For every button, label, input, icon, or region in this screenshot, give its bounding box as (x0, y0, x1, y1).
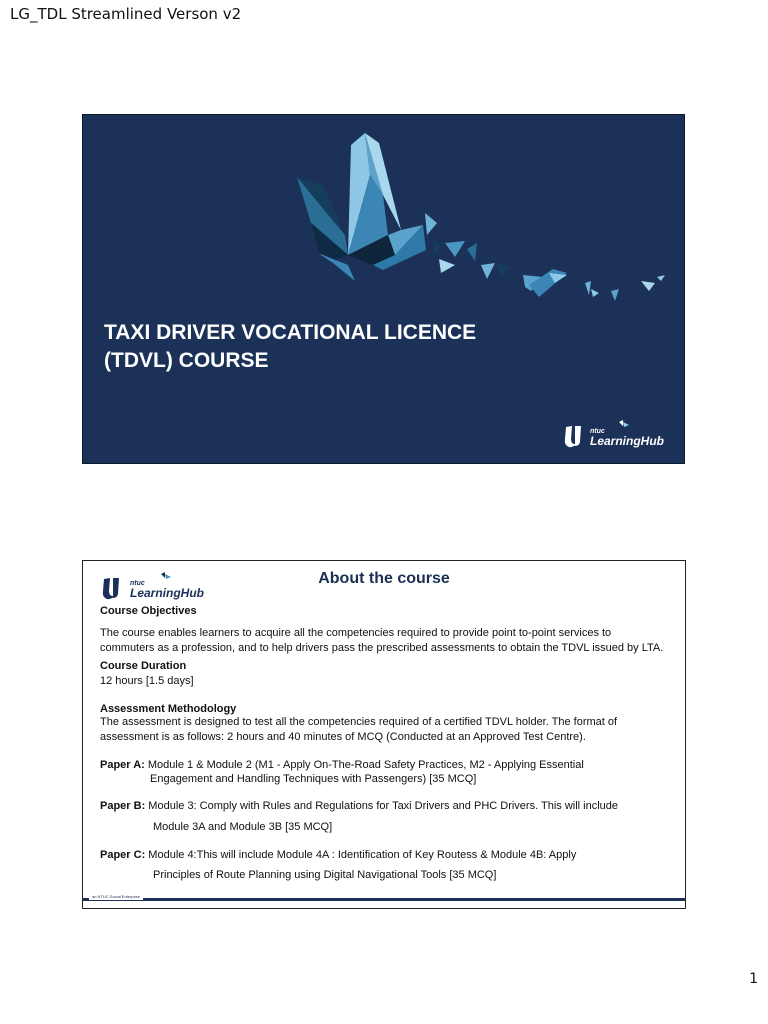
slide-footer-bar (83, 898, 685, 901)
paper-b-text: Module 3: Comply with Rules and Regulations for Taxi Drivers and PHC Drivers. This will include (145, 800, 619, 812)
duration-heading: Course Duration (100, 660, 187, 672)
slide-title: About the course (318, 570, 450, 587)
assessment-text-line2: assessment is as follows: 2 hours and 40 minutes of MCQ (Conducted at an Approved Test Centre). (100, 731, 586, 743)
logo-ntuc-text: ntuc (130, 580, 145, 587)
page-number: 1 (749, 971, 758, 987)
title-slide (82, 114, 685, 464)
origami-bird-graphic (83, 115, 684, 463)
duration-text: 12 hours [1.5 days] (100, 675, 194, 687)
slide-title-line2: (TDVL) COURSE (104, 349, 269, 372)
paper-c-line1 (100, 848, 576, 863)
objectives-text-line1: The course enables learners to acquire all the competencies required to provide point to-point services to (100, 627, 612, 639)
paper-a-label: Paper A: (100, 759, 145, 771)
paper-c-line2: Principles of Route Planning using Digital Navigational Tools [35 MCQ] (153, 869, 497, 881)
paper-b-label: Paper B: (100, 800, 146, 812)
paper-a-line1 (100, 758, 584, 773)
slide-title (104, 319, 604, 375)
paper-b-line1 (100, 799, 618, 814)
paper-a-text: Module 1 & Module 2 (M1 - Apply On-The-Road Safety Practices, M2 - Applying Essential (144, 759, 584, 771)
document-header: LG_TDL Streamlined Verson v2 (10, 5, 242, 23)
learninghub-logo (563, 419, 673, 451)
logo-learninghub-text: LearningHub (590, 434, 664, 448)
paper-a-line2: Engagement and Handling Techniques with Passengers) [35 MCQ] (150, 773, 477, 785)
logo-ntuc-text: ntuc (590, 428, 605, 435)
slide-title-line1: TAXI DRIVER VOCATIONAL LICENCE (104, 321, 477, 344)
footer-tagline: an NTUC Social Enterprise (89, 894, 143, 900)
paper-c-label: Paper C: (100, 849, 146, 861)
assessment-text-line1: The assessment is designed to test all the competencies required of a certified TDVL holder. The format of (100, 716, 618, 728)
paper-b-line2: Module 3A and Module 3B [35 MCQ] (153, 821, 333, 833)
paper-c-text: Module 4:This will include Module 4A : Identification of Key Routess & Module 4B: Apply (145, 849, 577, 861)
logo-learninghub-text: LearningHub (130, 586, 204, 600)
assessment-heading: Assessment Methodology (100, 703, 237, 715)
about-course-slide (82, 560, 686, 909)
objectives-text-line2: commuters as a profession, and to help drivers pass the prescribed assessments to obtain the TDVL issued by LTA. (100, 642, 664, 654)
objectives-heading: Course Objectives (100, 605, 197, 617)
